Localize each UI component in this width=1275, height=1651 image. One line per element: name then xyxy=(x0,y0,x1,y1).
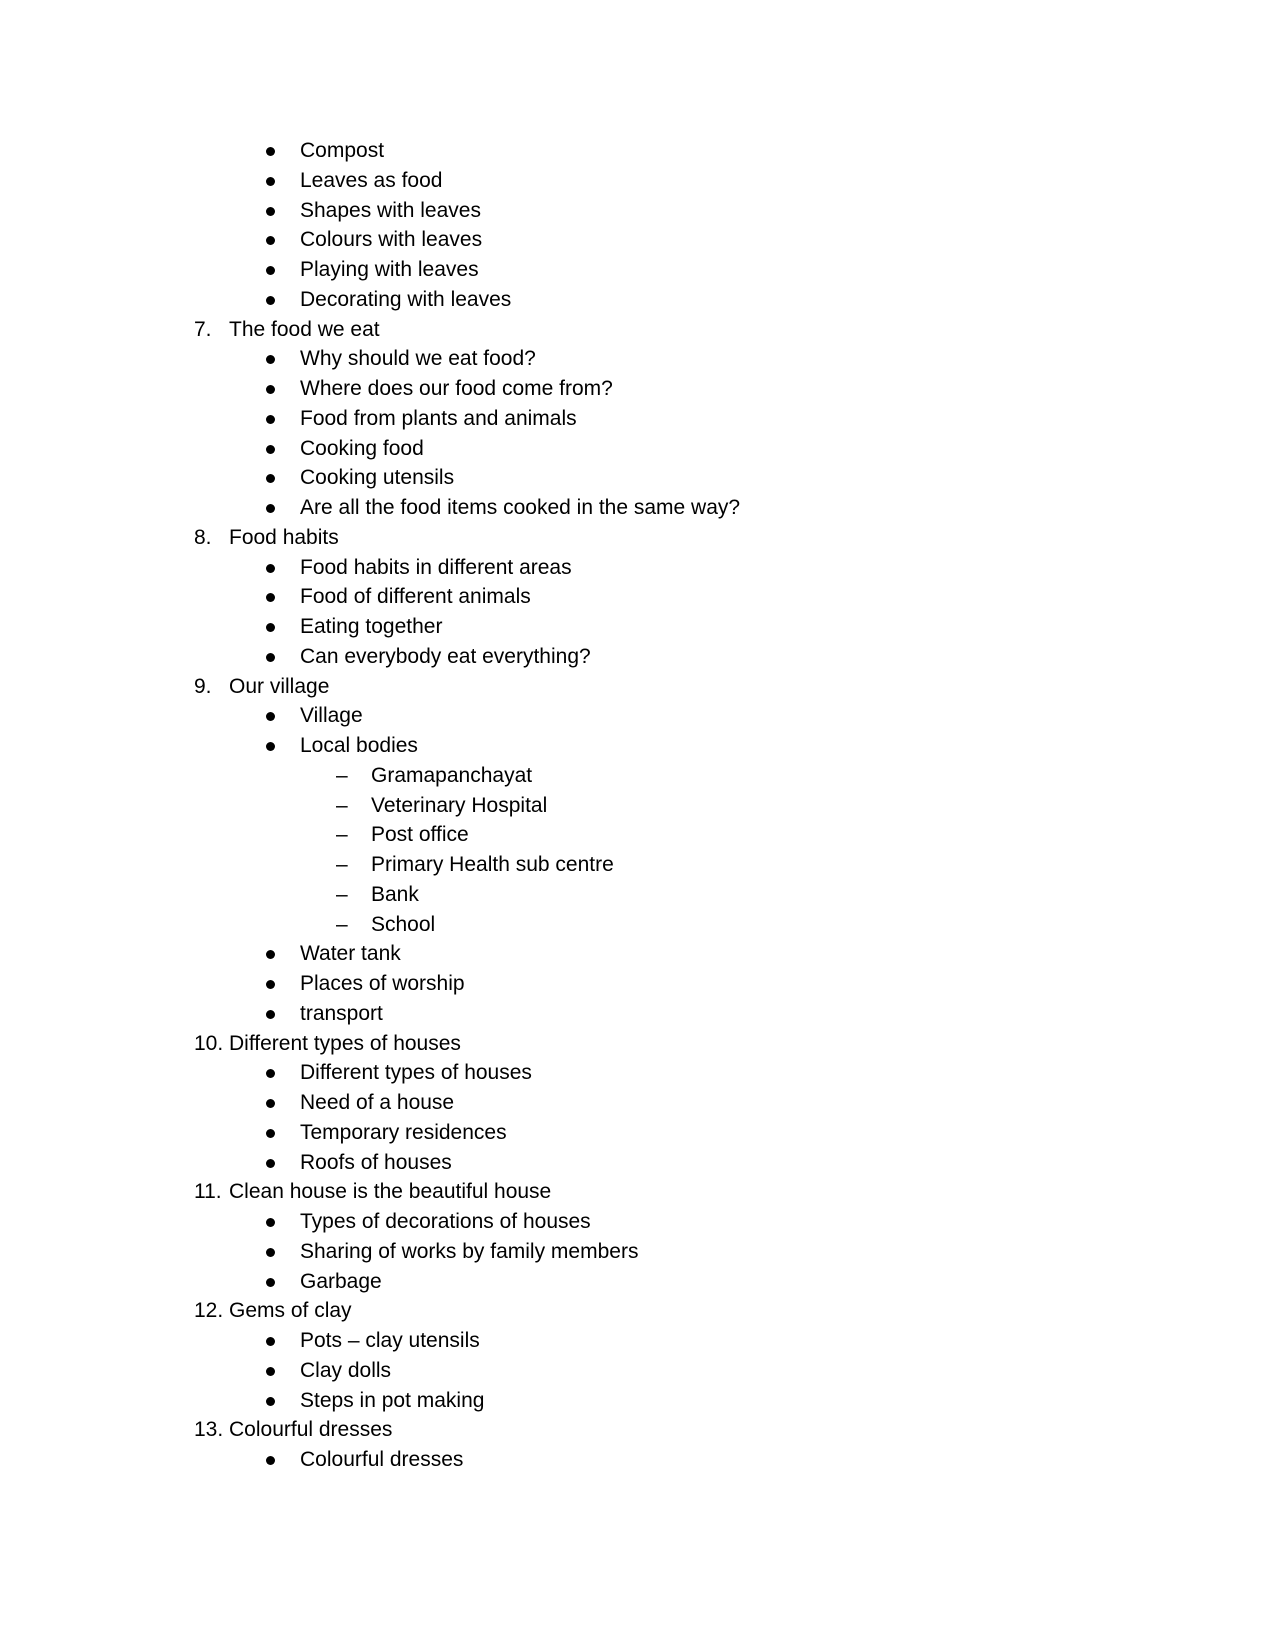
subtopic-text: Veterinary Hospital xyxy=(371,793,548,817)
topic-item xyxy=(0,701,1275,731)
bullet-icon xyxy=(266,1218,275,1227)
chapter-heading xyxy=(0,1177,1275,1207)
topic-text: Local bodies xyxy=(300,734,418,757)
bullet-icon xyxy=(266,1456,275,1465)
topic-item xyxy=(0,1058,1275,1088)
topic-item xyxy=(0,939,1275,969)
topic-item xyxy=(0,1356,1275,1386)
topic-item xyxy=(0,225,1275,255)
chapter-number: 11. xyxy=(194,1180,222,1204)
chapter-title: Gems of clay xyxy=(229,1299,352,1323)
bullet-icon xyxy=(266,1069,275,1078)
chapter-number: 13. xyxy=(194,1418,224,1442)
chapter-title: Our village xyxy=(229,674,330,698)
bullet-icon xyxy=(266,980,275,989)
topic-item xyxy=(0,1237,1275,1267)
subtopic-text: Post office xyxy=(371,823,469,847)
topic-item xyxy=(0,1118,1275,1148)
topic-text: Food from plants and animals xyxy=(300,406,577,430)
chapter-heading xyxy=(0,672,1275,702)
topic-text: Clay dolls xyxy=(300,1358,392,1382)
bullet-icon xyxy=(266,504,275,513)
topic-item xyxy=(0,582,1275,612)
topic-item xyxy=(0,196,1275,226)
chapter-heading xyxy=(0,523,1275,553)
topic-text: Where does our food come from? xyxy=(300,377,613,400)
dash-icon: – xyxy=(336,793,348,817)
subtopic-text: Primary Health sub centre xyxy=(371,853,614,876)
topic-item xyxy=(0,344,1275,374)
bullet-icon xyxy=(266,1099,275,1108)
subtopic-item xyxy=(0,791,1275,821)
topic-text: Village xyxy=(300,704,363,728)
topic-item xyxy=(0,612,1275,642)
chapter-number: 12. xyxy=(194,1299,224,1323)
chapter-number: 7. xyxy=(194,317,212,341)
topic-item xyxy=(0,1326,1275,1356)
subtopic-item xyxy=(0,761,1275,791)
bullet-icon xyxy=(266,1159,275,1168)
bullet-icon xyxy=(266,653,275,662)
chapter-title: Colourful dresses xyxy=(229,1418,393,1442)
topic-text: Different types of houses xyxy=(300,1061,532,1085)
bullet-icon xyxy=(266,415,275,424)
bullet-icon xyxy=(266,236,275,245)
topic-text: Colours with leaves xyxy=(300,228,483,252)
bullet-icon xyxy=(266,385,275,394)
bullet-icon xyxy=(266,355,275,364)
bullet-icon xyxy=(266,1010,275,1019)
topic-text: Colourful dresses xyxy=(300,1448,464,1471)
topic-text: Garbage xyxy=(300,1269,382,1293)
bullet-icon xyxy=(266,1397,275,1406)
topic-item xyxy=(0,731,1275,761)
topic-text: Steps in pot making xyxy=(300,1388,485,1412)
topic-text: Leaves as food xyxy=(300,168,443,192)
topic-text: Places of worship xyxy=(300,972,465,995)
topic-item xyxy=(0,434,1275,464)
topic-text: Sharing of works by family members xyxy=(300,1239,639,1263)
topic-item xyxy=(0,1445,1275,1475)
bullet-icon xyxy=(266,474,275,483)
bullet-icon xyxy=(266,950,275,959)
topic-text: Why should we eat food? xyxy=(300,347,536,371)
topic-text: Playing with leaves xyxy=(300,258,479,281)
bullet-icon xyxy=(266,177,275,186)
topic-text: Cooking utensils xyxy=(300,466,455,490)
topic-item xyxy=(0,1386,1275,1416)
topic-text: Pots – clay utensils xyxy=(300,1329,480,1352)
topic-text: Roofs of houses xyxy=(300,1150,452,1174)
chapter-number: 8. xyxy=(194,525,212,549)
chapter-heading xyxy=(0,1296,1275,1326)
dash-icon: – xyxy=(336,882,348,906)
subtopic-text: School xyxy=(371,912,436,936)
bullet-icon xyxy=(266,266,275,275)
topic-item xyxy=(0,969,1275,999)
bullet-icon xyxy=(266,445,275,454)
topic-item xyxy=(0,1207,1275,1237)
bullet-icon xyxy=(266,1248,275,1257)
topic-item xyxy=(0,1148,1275,1178)
bullet-icon xyxy=(266,1367,275,1376)
topic-item xyxy=(0,1088,1275,1118)
dash-icon: – xyxy=(336,763,348,787)
topic-text: Decorating with leaves xyxy=(300,287,512,311)
topic-text: transport xyxy=(300,1001,383,1025)
chapter-title: Different types of houses xyxy=(229,1031,461,1055)
topic-text: Eating together xyxy=(300,615,443,638)
subtopic-text: Gramapanchayat xyxy=(371,763,533,787)
topic-item xyxy=(0,374,1275,404)
bullet-icon xyxy=(266,1278,275,1287)
topic-item xyxy=(0,136,1275,166)
topic-item xyxy=(0,642,1275,672)
topic-text: Types of decorations of houses xyxy=(300,1210,591,1233)
bullet-icon xyxy=(266,742,275,751)
topic-text: Cooking food xyxy=(300,436,424,460)
topic-text: Temporary residences xyxy=(300,1120,507,1144)
dash-icon: – xyxy=(336,912,348,936)
subtopic-item xyxy=(0,820,1275,850)
bullet-icon xyxy=(266,147,275,156)
bullet-icon xyxy=(266,1337,275,1346)
subtopic-item xyxy=(0,880,1275,910)
topic-text: Are all the food items cooked in the same way? xyxy=(300,496,741,519)
dash-icon: – xyxy=(336,823,348,847)
chapter-title: The food we eat xyxy=(229,317,380,341)
chapter-number: 9. xyxy=(194,674,212,698)
topic-item xyxy=(0,166,1275,196)
topic-item xyxy=(0,553,1275,583)
subtopic-text: Bank xyxy=(371,882,419,906)
chapter-heading xyxy=(0,315,1275,345)
bullet-icon xyxy=(266,593,275,602)
topic-text: Food of different animals xyxy=(300,585,531,609)
subtopic-item xyxy=(0,910,1275,940)
chapter-number: 10. xyxy=(194,1031,224,1055)
topic-text: Food habits in different areas xyxy=(300,555,572,579)
dash-icon: – xyxy=(336,853,348,876)
topic-item xyxy=(0,493,1275,523)
bullet-icon xyxy=(266,564,275,573)
bullet-icon xyxy=(266,712,275,721)
topic-item xyxy=(0,404,1275,434)
subtopic-item xyxy=(0,850,1275,880)
topic-item xyxy=(0,1267,1275,1297)
topic-text: Water tank xyxy=(300,942,401,966)
topic-text: Need of a house xyxy=(300,1091,455,1114)
bullet-icon xyxy=(266,296,275,305)
topic-item xyxy=(0,255,1275,285)
topic-item xyxy=(0,285,1275,315)
chapter-heading xyxy=(0,1415,1275,1445)
chapter-heading xyxy=(0,1029,1275,1059)
chapter-title: Food habits xyxy=(229,525,339,549)
bullet-icon xyxy=(266,1129,275,1138)
topic-item xyxy=(0,999,1275,1029)
bullet-icon xyxy=(266,623,275,632)
topic-item xyxy=(0,463,1275,493)
topic-text: Shapes with leaves xyxy=(300,198,481,222)
topic-text: Can everybody eat everything? xyxy=(300,644,591,668)
bullet-icon xyxy=(266,207,275,216)
chapter-title: Clean house is the beautiful house xyxy=(229,1180,552,1204)
topic-text: Compost xyxy=(300,139,385,162)
document-page xyxy=(0,136,1275,1475)
